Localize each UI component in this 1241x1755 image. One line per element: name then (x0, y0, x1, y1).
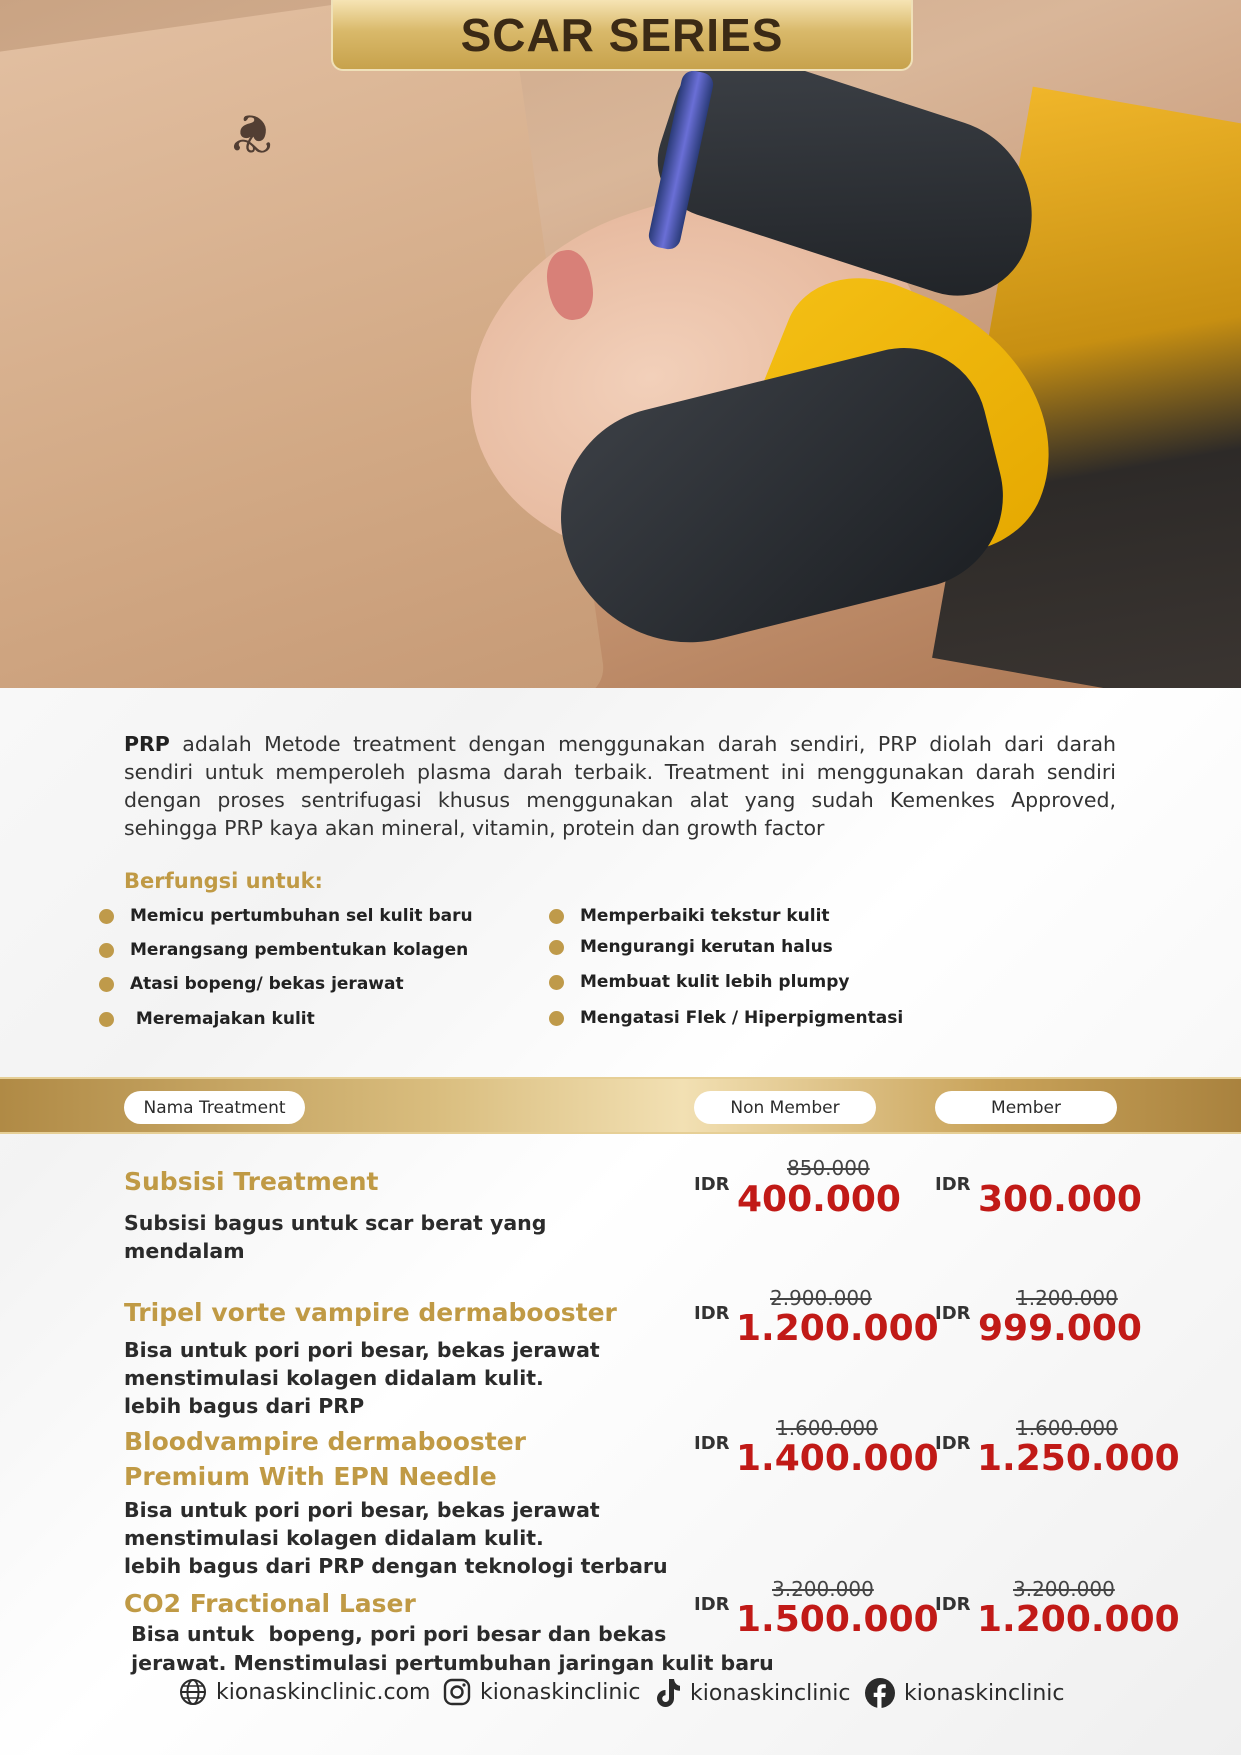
function-label: Atasi bopeng/ bekas jerawat (130, 974, 404, 994)
treatment-name: Bloodvampire dermabooster (124, 1427, 527, 1456)
function-label: Memperbaiki tekstur kulit (580, 906, 830, 926)
title-tab (331, 0, 913, 71)
non-member-price: 1.400.000 (736, 1438, 939, 1479)
cloth-logo-mark: ❦ (225, 98, 280, 168)
tiktok-icon (652, 1677, 682, 1709)
function-label: Mengatasi Flek / Hiperpigmentasi (580, 1008, 904, 1028)
facebook-label: kionaskinclinic (904, 1680, 1065, 1706)
treatment-name: Tripel vorte vampire dermabooster (124, 1298, 617, 1327)
treatment-name: Subsisi Treatment (124, 1167, 379, 1196)
website-label: kionaskinclinic.com (216, 1679, 431, 1705)
price-table-header (0, 1077, 1241, 1134)
non-member-price: 1.200.000 (736, 1308, 939, 1349)
prp-description (124, 730, 1116, 842)
function-item (99, 974, 404, 994)
footer-contacts (0, 1677, 1241, 1717)
non-member-old-price: 1.600.000 (776, 1416, 878, 1440)
member-price: 300.000 (978, 1179, 1142, 1220)
currency-label: IDR (694, 1594, 730, 1615)
bullet-dot (99, 943, 114, 958)
currency-label: IDR (935, 1433, 971, 1454)
non-member-old-price: 3.200.000 (772, 1577, 874, 1601)
prp-lead: PRP (124, 732, 170, 756)
currency-label: IDR (935, 1303, 971, 1324)
member-price: 1.200.000 (977, 1599, 1180, 1640)
column-header-member: Member (935, 1091, 1117, 1124)
instagram-icon (442, 1677, 472, 1707)
member-old-price: 1.600.000 (1016, 1416, 1118, 1440)
function-item (99, 906, 473, 926)
member-price: 999.000 (978, 1308, 1142, 1349)
function-item (99, 1009, 315, 1029)
bullet-dot (99, 909, 114, 924)
function-label: Meremajakan kulit (130, 1009, 315, 1029)
globe-icon (178, 1677, 208, 1707)
treatment-desc-line: menstimulasi kolagen didalam kulit. (124, 1366, 544, 1390)
prp-description-text: adalah Metode treatment dengan menggunakan darah sendiri, PRP diolah dari darah sendiri untuk memperoleh plasma darah terbaik. Treatment ini menggunakan darah sendiri dengan proses sentrifugasi khusus menggunakan alat yang sudah Kemenkes Approved, sehingga PRP kaya akan mineral, vitamin, protein dan growth factor (124, 732, 1116, 840)
currency-label: IDR (694, 1303, 730, 1324)
currency-label: IDR (935, 1594, 971, 1615)
instagram-link[interactable] (442, 1677, 640, 1707)
non-member-old-price: 2.900.000 (770, 1286, 872, 1310)
function-item (99, 940, 468, 960)
function-item (549, 937, 833, 957)
treatment-desc-line: Bisa untuk bopeng, pori pori besar dan bekas (124, 1622, 667, 1646)
page-title: SCAR SERIES (460, 8, 784, 61)
instagram-label: kionaskinclinic (480, 1679, 641, 1705)
treatment-desc-line: Subsisi bagus untuk scar berat yang (124, 1211, 547, 1235)
treatment-desc-line: jerawat. Menstimulasi pertumbuhan jaringan kulit baru (124, 1651, 774, 1675)
member-old-price: 3.200.000 (1013, 1577, 1115, 1601)
facebook-link[interactable] (864, 1677, 1064, 1709)
currency-label: IDR (694, 1174, 730, 1195)
function-item (549, 1008, 903, 1028)
treatment-desc-line: lebih bagus dari PRP (124, 1394, 365, 1418)
function-item (549, 906, 830, 926)
function-label: Merangsang pembentukan kolagen (130, 940, 469, 960)
treatment-desc-line: menstimulasi kolagen didalam kulit. (124, 1526, 544, 1550)
bullet-dot (549, 1011, 564, 1026)
bullet-dot (549, 975, 564, 990)
treatment-name: Premium With EPN Needle (124, 1462, 497, 1491)
column-header-non-member: Non Member (694, 1091, 876, 1124)
treatment-desc-line: Bisa untuk pori pori besar, bekas jerawat (124, 1338, 600, 1362)
member-price: 1.250.000 (977, 1438, 1180, 1479)
tiktok-link[interactable] (652, 1677, 850, 1709)
function-label: Memicu pertumbuhan sel kulit baru (130, 906, 473, 926)
bullet-dot (549, 909, 564, 924)
bullet-dot (99, 977, 114, 992)
treatment-name: CO2 Fractional Laser (124, 1589, 416, 1618)
function-label: Membuat kulit lebih plumpy (580, 972, 850, 992)
treatment-desc-line: mendalam (124, 1239, 245, 1263)
hero-photo (0, 0, 1241, 688)
member-old-price: 1.200.000 (1016, 1286, 1118, 1310)
bullet-dot (549, 940, 564, 955)
currency-label: IDR (935, 1174, 971, 1195)
website-link[interactable] (178, 1677, 430, 1707)
non-member-old-price: 850.000 (787, 1156, 870, 1180)
functions-title: Berfungsi untuk: (124, 869, 323, 893)
non-member-price: 400.000 (737, 1179, 901, 1220)
function-label: Mengurangi kerutan halus (580, 937, 833, 957)
treatment-desc-line: Bisa untuk pori pori besar, bekas jerawat (124, 1498, 600, 1522)
bullet-dot (99, 1012, 114, 1027)
treatment-desc-line: lebih bagus dari PRP dengan teknologi terbaru (124, 1554, 668, 1578)
non-member-price: 1.500.000 (736, 1599, 939, 1640)
column-header-name: Nama Treatment (124, 1091, 305, 1124)
facebook-icon (864, 1677, 896, 1709)
currency-label: IDR (694, 1433, 730, 1454)
function-item (549, 972, 850, 992)
tiktok-label: kionaskinclinic (690, 1680, 851, 1706)
